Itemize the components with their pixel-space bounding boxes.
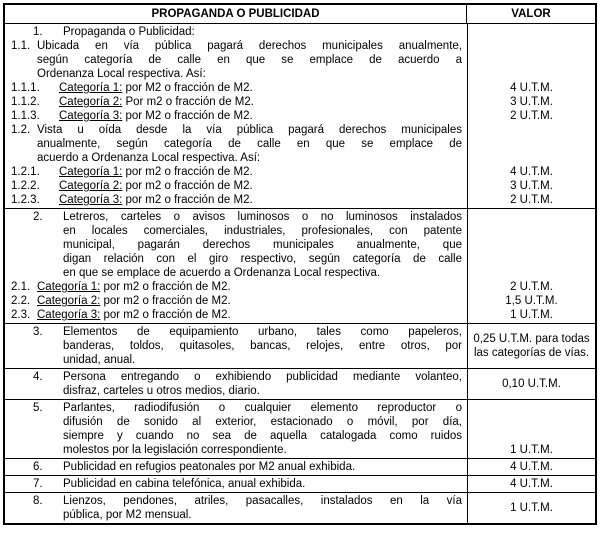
text-line	[11, 508, 462, 522]
value-cell: 1 U.T.M.	[510, 444, 553, 456]
item-number: 1.1.2.	[11, 96, 40, 108]
text-line	[11, 308, 462, 322]
value-column-cell	[467, 24, 595, 208]
text-line	[11, 325, 462, 339]
text-line	[11, 401, 462, 415]
text-line	[11, 266, 462, 280]
text-segment: por m2 o fracción de M2.	[100, 281, 231, 293]
value-spacer	[470, 252, 593, 266]
value-spacer	[470, 123, 593, 137]
text-segment: en locales comerciales, industriales, profesionales, con patente	[63, 225, 462, 237]
text-segment: Lienzos, pendones, atriles, pasacalles, instalados en la vía	[63, 495, 462, 507]
text-line	[11, 193, 462, 207]
text-line	[11, 252, 462, 266]
text-segment: banderas, toldos, quitasoles, bancas, relojes, entre otros, por	[63, 340, 462, 352]
item-number: 3.	[33, 326, 43, 338]
category-label: Categoría 3:	[59, 110, 123, 122]
description-cell	[5, 209, 467, 323]
value-spacer	[470, 224, 593, 238]
item-number: 5.	[33, 402, 43, 414]
text-line	[11, 95, 462, 109]
value-cell: 2 U.T.M.	[510, 194, 553, 206]
value-cell: 2 U.T.M.	[510, 281, 553, 293]
value-spacer	[470, 429, 593, 443]
category-label: Categoría 1:	[37, 281, 101, 293]
text-segment: por m2 o fracción de M2.	[122, 194, 253, 206]
text-segment: por m2 o fracción de M2.	[100, 295, 231, 307]
item-number: 1.2.1.	[11, 166, 40, 178]
table-row-5	[5, 399, 595, 458]
text-line	[11, 460, 462, 474]
text-line	[11, 179, 462, 193]
text-segment: Letreros, carteles o avisos luminosos o no luminosos instalados	[63, 211, 462, 223]
text-segment: por M2 o fracción de M2.	[122, 82, 253, 94]
value-cell: las categorías de vías.	[473, 347, 590, 359]
value-spacer	[470, 53, 593, 67]
value-spacer	[470, 25, 593, 39]
value-cell: 4 U.T.M.	[510, 82, 553, 94]
description-cell	[5, 476, 467, 492]
item-number: 4.	[33, 371, 43, 383]
header-valor: VALOR	[466, 5, 595, 23]
item-number: 2.	[33, 211, 43, 223]
value-spacer	[470, 266, 593, 280]
text-segment: unidad, anual.	[63, 354, 136, 366]
item-number: 6.	[33, 461, 43, 473]
value-spacer	[470, 137, 593, 151]
table-sections	[5, 24, 595, 523]
text-line	[11, 224, 462, 238]
table-row-1	[5, 24, 595, 208]
text-segment: en que se emplace de acuerdo a Ordenanza Local respectiva.	[63, 267, 381, 279]
text-segment: Ubicada en vía pública pagará derechos municipales anualmente,	[37, 40, 462, 52]
text-segment: disfraz, carteles u otros medios, diario.	[63, 385, 260, 397]
text-segment: Persona entregando o exhibiendo publicidad mediante volanteo,	[63, 371, 462, 383]
text-line	[11, 137, 462, 151]
table-row-2	[5, 208, 595, 323]
table-row-6	[5, 458, 595, 475]
text-line	[11, 123, 462, 137]
text-segment: Propaganda o Publicidad:	[63, 26, 195, 38]
text-line	[11, 429, 462, 443]
text-line	[11, 280, 462, 294]
text-segment: por M2 o fracción de M2.	[122, 110, 253, 122]
category-label: Categoría 3:	[37, 309, 101, 321]
text-segment: difusión de sonido al exterior, estacionado o móvil, por día,	[63, 416, 462, 428]
item-number: 7.	[33, 478, 43, 490]
value-cell: 0,10 U.T.M.	[502, 378, 561, 390]
text-line	[11, 238, 462, 252]
text-line	[11, 210, 462, 224]
value-cell: 1,5 U.T.M.	[505, 295, 558, 307]
text-segment: Por m2 o fracción de M2.	[122, 96, 254, 108]
text-segment: según categoría de calle en que se emplace de acuerdo a	[37, 54, 462, 66]
text-segment: Publicidad en refugios peatonales por M2 anual exhibida.	[63, 461, 356, 473]
text-line	[11, 443, 462, 457]
description-cell	[5, 324, 467, 368]
item-number: 2.2.	[11, 295, 31, 307]
text-line	[11, 384, 462, 398]
value-cell: 3 U.T.M.	[510, 96, 553, 108]
text-segment: municipal, pagarán derechos municipales anualmente, que	[63, 239, 462, 251]
value-column-cell	[467, 324, 595, 368]
value-column-cell	[467, 459, 595, 475]
text-line	[11, 370, 462, 384]
category-label: Categoría 2:	[59, 180, 123, 192]
text-segment: por m2 o fracción de M2.	[122, 180, 253, 192]
text-segment: acuerdo a Ordenanza Local respectiva. Así:	[37, 152, 261, 164]
text-line	[11, 81, 462, 95]
text-line	[11, 39, 462, 53]
text-segment: por m2 o fracción de M2.	[122, 166, 253, 178]
value-spacer	[470, 415, 593, 429]
description-cell	[5, 369, 467, 399]
category-label: Categoría 2:	[59, 96, 123, 108]
text-line	[11, 339, 462, 353]
description-cell	[5, 493, 467, 523]
value-spacer	[470, 401, 593, 415]
text-segment: anualmente, según categoría de calle en que se emplace de	[37, 138, 462, 150]
value-cell: 4 U.T.M.	[510, 166, 553, 178]
text-line	[11, 53, 462, 67]
value-spacer	[470, 67, 593, 81]
category-label: Categoría 2:	[37, 295, 101, 307]
value-column-cell	[467, 493, 595, 523]
value-spacer	[470, 238, 593, 252]
value-column-cell	[467, 400, 595, 458]
item-number: 1.	[33, 26, 43, 38]
value-cell: 4 U.T.M.	[510, 461, 553, 473]
text-segment: Elementos de equipamiento urbano, tales como papeleros,	[63, 326, 462, 338]
item-number: 1.1.3.	[11, 110, 40, 122]
table-row-3	[5, 323, 595, 368]
table-row-4	[5, 368, 595, 399]
value-column-cell	[467, 369, 595, 399]
value-column-cell	[467, 476, 595, 492]
item-number: 1.2.	[11, 124, 31, 136]
item-number: 1.1.	[11, 40, 31, 52]
text-line	[11, 477, 462, 491]
category-label: Categoría 1:	[59, 166, 123, 178]
item-number: 2.1.	[11, 281, 31, 293]
item-number: 8.	[33, 495, 43, 507]
text-line	[11, 294, 462, 308]
text-segment: digan relación con el giro respectivo, según categoría de calle	[63, 253, 462, 265]
text-line	[11, 151, 462, 165]
table-row-7	[5, 475, 595, 492]
table-row-8	[5, 492, 595, 523]
value-cell: 1 U.T.M.	[510, 309, 553, 321]
text-line	[11, 165, 462, 179]
item-number: 1.2.3.	[11, 194, 40, 206]
value-spacer	[470, 39, 593, 53]
item-number: 2.3.	[11, 309, 31, 321]
text-line	[11, 109, 462, 123]
text-line	[11, 494, 462, 508]
text-segment: pública, por M2 mensual.	[63, 509, 192, 521]
text-segment: Vista u oída desde la vía pública pagará derechos municipales	[37, 124, 462, 136]
table-header-row	[5, 5, 595, 24]
value-spacer	[470, 151, 593, 165]
description-cell	[5, 400, 467, 458]
header-propaganda: PROPAGANDA O PUBLICIDAD	[151, 8, 320, 20]
value-spacer	[470, 210, 593, 224]
text-line	[11, 67, 462, 81]
text-segment: molestos por la legislación correspondiente.	[63, 444, 287, 456]
text-line	[11, 353, 462, 367]
text-segment: Parlantes, radiodifusión o cualquier elemento reproductor o	[63, 402, 462, 414]
fee-table	[3, 3, 597, 525]
value-cell: 0,25 U.T.M. para todas	[473, 333, 590, 345]
value-cell: 3 U.T.M.	[510, 180, 553, 192]
text-line	[11, 25, 462, 39]
text-segment: siempre y cuando no sea de aquella catalogada como ruidos	[63, 430, 462, 442]
value-cell: 1 U.T.M.	[510, 502, 553, 514]
value-cell: 2 U.T.M.	[510, 110, 553, 122]
value-cell: 4 U.T.M.	[510, 478, 553, 490]
text-segment: Ordenanza Local respectiva. Así:	[37, 68, 206, 80]
description-cell	[5, 459, 467, 475]
category-label: Categoría 1:	[59, 82, 123, 94]
category-label: Categoría 3:	[59, 194, 123, 206]
description-cell	[5, 24, 467, 208]
text-segment: Publicidad en cabina telefónica, anual exhibida.	[63, 478, 306, 490]
item-number: 1.2.2.	[11, 180, 40, 192]
text-line	[11, 415, 462, 429]
value-column-cell	[467, 209, 595, 323]
item-number: 1.1.1.	[11, 82, 40, 94]
text-segment: por m2 o fracción de M2.	[100, 309, 231, 321]
